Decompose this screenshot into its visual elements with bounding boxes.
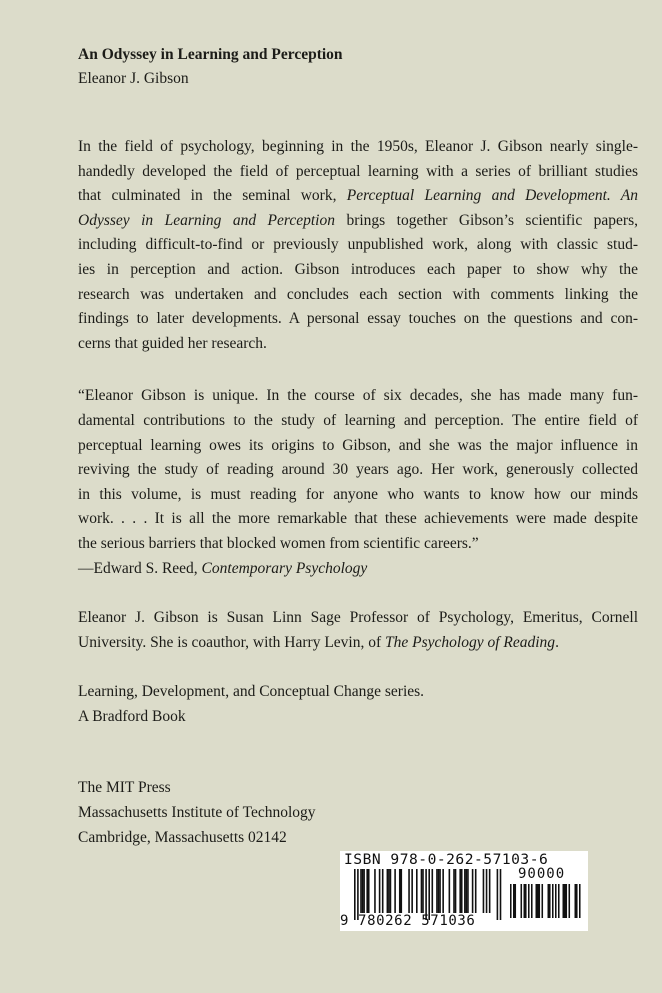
addon-bar <box>531 884 533 918</box>
back-cover <box>78 44 638 850</box>
publisher-address: Cambridge, Massachusetts 02142 <box>78 828 287 846</box>
barcode-bar <box>411 869 413 913</box>
text-line: reviving the study of reading around 30 years ago. Her work, generously collected <box>78 461 638 479</box>
text-line: ies in perception and action. Gibson introduces each paper to show why the <box>78 260 638 278</box>
text-line: —Edward S. Reed, Contemporary Psychology <box>78 559 368 577</box>
barcode-bar <box>388 869 390 913</box>
barcode-bar <box>382 869 384 913</box>
barcode-bar <box>368 869 370 913</box>
review-quote <box>78 384 638 581</box>
barcode-bar <box>379 869 381 913</box>
barcode-bar <box>442 869 444 913</box>
barcode-bar <box>500 869 502 920</box>
barcode-bar <box>416 869 418 913</box>
book-author: Eleanor J. Gibson <box>78 70 189 87</box>
barcode-bar <box>464 869 466 913</box>
text-line: “Eleanor Gibson is unique. In the course of six decades, she has made many fun- <box>78 387 638 405</box>
barcode-bar <box>486 869 488 913</box>
text-line: in this volume, is must reading for anyone who wants to know how our minds <box>78 485 638 503</box>
addon-bar <box>563 884 565 918</box>
barcode-bar <box>387 869 389 913</box>
text-line: that culminated in the seminal work, Perceptual Learning and Development. An <box>78 187 638 205</box>
barcode-bar <box>453 869 455 913</box>
barcode-bar <box>438 869 440 913</box>
addon-bar <box>542 884 544 918</box>
isbn-label: ISBN 978-0-262-57103-6 <box>344 851 549 868</box>
barcode-bar <box>489 869 491 913</box>
text-line: including difficult-to-find or previously unpublished work, along with classic stud- <box>78 236 638 254</box>
addon-bar <box>555 884 557 918</box>
barcode-bar <box>467 869 469 913</box>
addon-bar <box>536 884 538 918</box>
text-line: University. She is coauthor, with Harry Levin, of The Psychology of Reading. <box>78 633 559 651</box>
description-paragraph <box>78 135 638 356</box>
text-line: work. . . . It is all the more remarkable that these achievements were made despite <box>78 510 638 528</box>
addon-bar <box>525 884 527 918</box>
isbn-barcode <box>340 851 588 931</box>
text-line: the serious barriers that blocked women from scientific careers.” <box>78 534 479 552</box>
addon-bar <box>564 884 566 918</box>
text-line: research was undertaken and concludes each section with comments linking the <box>78 285 638 303</box>
text-line: Eleanor J. Gibson is Susan Linn Sage Professor of Psychology, Emeritus, Cornell <box>78 609 638 627</box>
barcode-bar <box>401 869 403 913</box>
text-line: cerns that guided her research. <box>78 334 267 352</box>
addon-bar <box>566 884 568 918</box>
author-bio <box>78 606 638 655</box>
imprint-name: A Bradford Book <box>78 707 186 725</box>
barcode-bar <box>497 869 499 920</box>
addon-bar <box>539 884 541 918</box>
barcode-bar <box>436 869 438 913</box>
ean-digits: 9 780262 571036 <box>340 913 476 929</box>
barcode-bar <box>408 869 410 913</box>
barcode-bar <box>455 869 457 913</box>
barcode-bar <box>366 869 368 913</box>
series-info <box>78 680 638 729</box>
text-line: damental contributions to the study of learning and perception. The entire field of <box>78 411 638 429</box>
text-line: findings to later developments. A personal essay touches on the questions and con- <box>78 310 638 328</box>
price-addon-digits: 90000 <box>518 866 566 882</box>
addon-bar <box>515 884 517 918</box>
addon-bar <box>524 884 526 918</box>
publisher-name: The MIT Press <box>78 779 171 797</box>
barcode-bar <box>374 869 376 913</box>
barcode-bar <box>422 869 424 913</box>
text-line: perceptual learning owes its origins to Gibson, and she was the major influence in <box>78 436 638 454</box>
barcode-bar <box>472 869 474 913</box>
text-line: In the field of psychology, beginning in the 1950s, Eleanor J. Gibson nearly single- <box>78 138 638 155</box>
addon-bar <box>569 884 571 918</box>
addon-bar <box>548 884 550 918</box>
series-name: Learning, Development, and Conceptual Change series. <box>78 683 425 701</box>
addon-bar <box>528 884 530 918</box>
barcode-bar <box>360 869 362 913</box>
barcode-bar <box>432 869 434 913</box>
text-line: Odyssey in Learning and Perception brings together Gibson’s scientific papers, <box>78 211 639 229</box>
barcode-bar <box>475 869 477 913</box>
addon-bar <box>537 884 539 918</box>
addon-bar <box>558 884 560 918</box>
barcode-bar <box>459 869 461 913</box>
barcode-bar <box>466 869 468 913</box>
barcode-bar <box>461 869 463 913</box>
barcode-bar <box>421 869 423 913</box>
addon-bar <box>579 884 581 918</box>
barcode-bar <box>363 869 365 913</box>
barcode-bar <box>362 869 364 913</box>
addon-bar <box>521 884 523 918</box>
barcode-bar <box>394 869 396 913</box>
barcode-bar <box>483 869 485 913</box>
addon-bar <box>576 884 578 918</box>
publisher-institution: Massachusetts Institute of Technology <box>78 804 316 822</box>
barcode-bar <box>390 869 392 913</box>
book-title: An Odyssey in Learning and Perception <box>78 46 343 63</box>
publisher-info <box>78 776 638 850</box>
barcode-bar <box>399 869 401 913</box>
barcode-bar <box>449 869 451 913</box>
addon-bar <box>513 884 515 918</box>
addon-bar <box>549 884 551 918</box>
addon-bar <box>575 884 577 918</box>
addon-bar <box>552 884 554 918</box>
text-line: handedly developed the field of perceptual learning with a series of brilliant studies <box>78 162 638 180</box>
addon-bar <box>510 884 512 918</box>
barcode-bar <box>439 869 441 913</box>
